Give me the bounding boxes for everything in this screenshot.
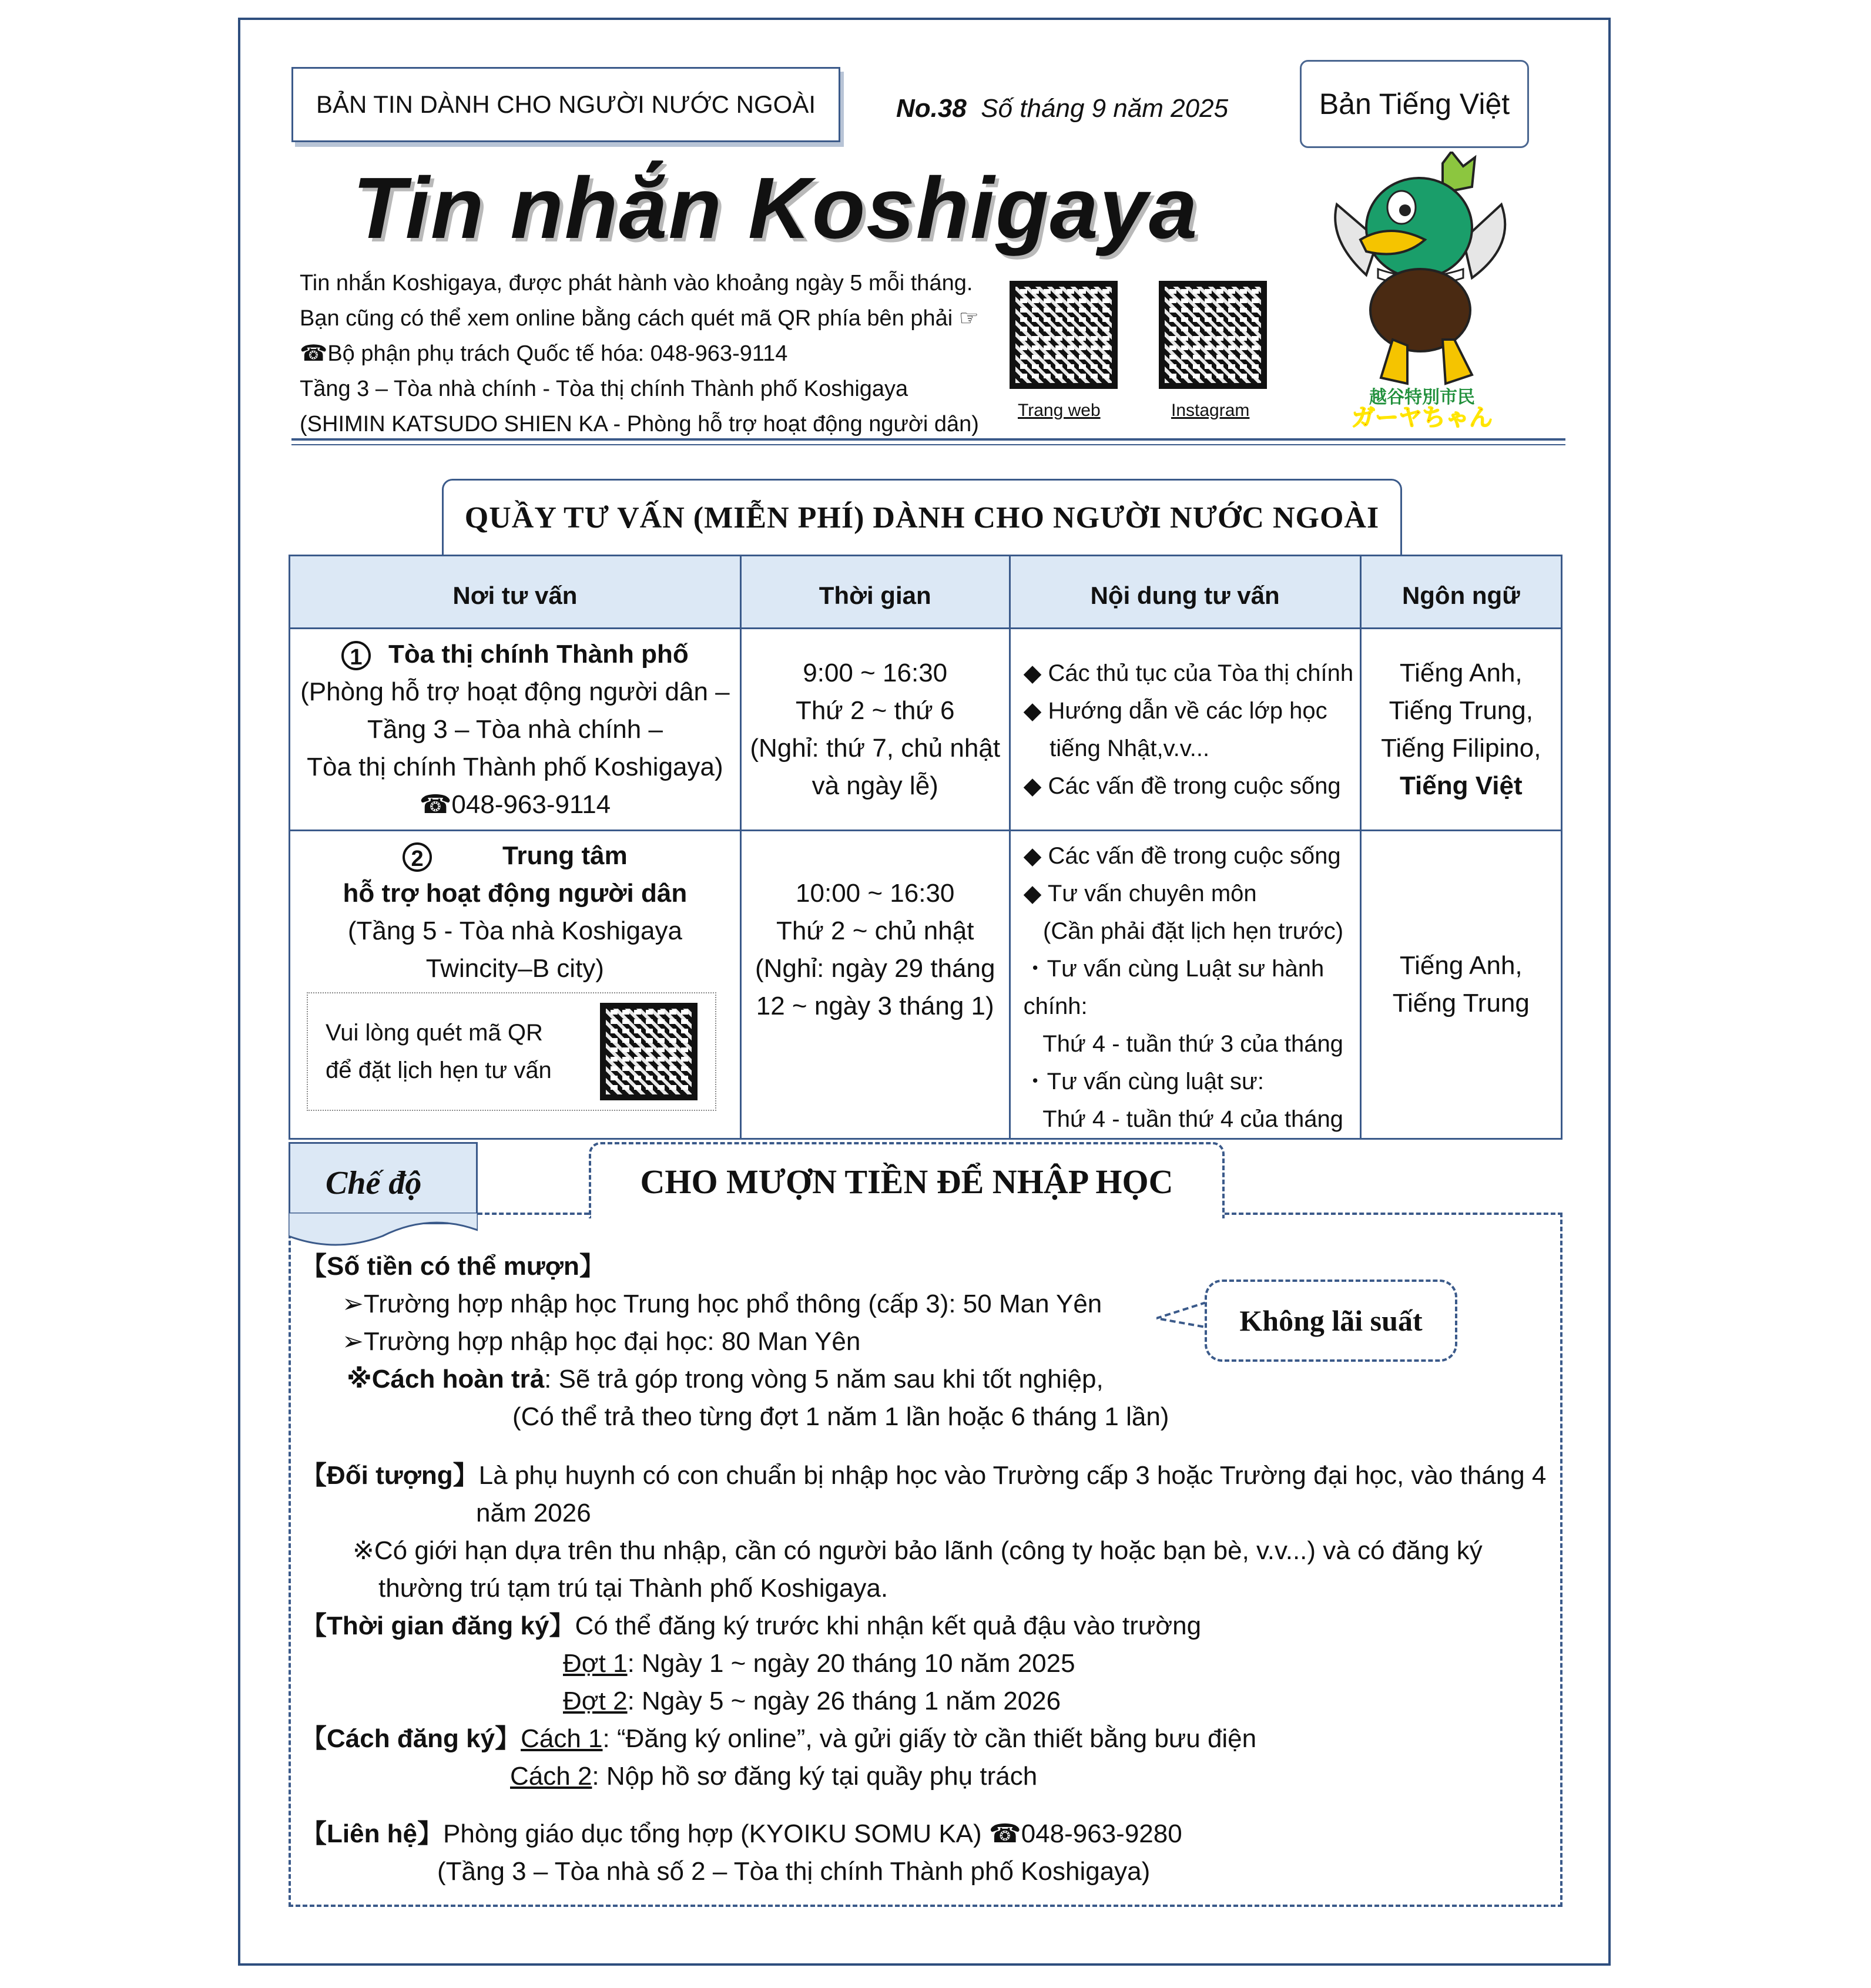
column-header: Ngôn ngữ [1360,556,1561,629]
qr-instruction-line: Vui lòng quét mã QR [326,1020,543,1046]
table-row [290,831,1562,1139]
qr-code-booking[interactable] [600,1003,698,1100]
place-phone: ☎048-963-9114 [419,790,611,819]
loan-title-text: CHO MƯỢN TIỀN ĐỂ NHẬP HỌC [640,1162,1173,1201]
mascot-caption-bottom: ガーヤちゃん [1352,404,1493,428]
period-text: Có thể đăng ký trước khi nhận kết quả đậu vào trường [575,1611,1202,1640]
contact-line [301,1815,1553,1853]
contact-text-2: (Tầng 3 – Tòa nhà số 2 – Tòa thị chính Thành phố Koshigaya) [437,1857,1151,1886]
loan-box-top-border [478,1213,589,1215]
loan-category-label: Chế độ [326,1165,422,1201]
period-2-text: : Ngày 5 ~ ngày 26 tháng 1 năm 2026 [627,1687,1061,1715]
language-line: Tiếng Filipino, [1381,733,1541,763]
mascot-caption-top: 越谷特別市民 [1369,387,1475,408]
content-cell [1010,831,1360,1139]
qr-instagram-label[interactable]: Instagram [1171,401,1250,420]
amount-heading: 【Số tiền có thể mượn】 [301,1252,605,1281]
repayment-label: ※Cách hoàn trả [347,1365,545,1393]
language-line: Tiếng Anh, [1399,658,1523,687]
time-line: (Nghỉ: ngày 29 tháng [755,954,995,983]
language-cell [1360,629,1561,831]
consultation-title [442,479,1402,555]
qr-instruction-line: để đặt lịch hẹn tư vấn [326,1057,552,1083]
loan-box-top-border [1225,1213,1562,1215]
content-line: Thứ 4 - tuần thứ 4 của tháng [1023,1106,1343,1132]
target-label: 【Đối tượng】 [301,1461,479,1490]
content-line: ◆ Hướng dẫn về các lớp học [1023,697,1327,724]
no-interest-text: Không lãi suất [1239,1304,1423,1337]
edition-label: Bản Tiếng Việt [1319,88,1510,120]
mascot-duck-icon [1325,152,1519,428]
method-1-label: Cách 1 [521,1724,603,1753]
amount-line: ➢Trường hợp nhập học Trung học phổ thông (cấp 3): 50 Man Yên [342,1289,1102,1318]
repayment-note: (Có thể trả theo từng đợt 1 năm 1 lần hoặc 6 tháng 1 lần) [512,1402,1169,1431]
content-line: ・Tư vấn cùng Luật sư hành chính: [1023,956,1325,1019]
loan-title [589,1142,1225,1218]
content-line: ◆ Các vấn đề trong cuộc sống [1023,773,1341,799]
time-cell [740,629,1010,831]
time-line: (Nghỉ: thứ 7, chủ nhật [750,733,1001,763]
method-2 [301,1758,1553,1795]
period-1-text: : Ngày 1 ~ ngày 20 tháng 10 năm 2025 [627,1649,1075,1678]
time-line: 9:00 ~ 16:30 [803,658,948,687]
qr-website-label[interactable]: Trang web [1018,401,1101,420]
method-label: 【Cách đăng ký】 [301,1724,521,1753]
period-line [301,1607,1553,1645]
method-line [301,1720,1553,1758]
content-cell [1010,629,1360,831]
place-line: Tầng 3 – Tòa nhà chính – [367,714,663,744]
language-line: Tiếng Trung [1392,989,1530,1017]
content-line: ◆ Tư vấn chuyên môn [1023,881,1257,906]
issue-info [896,94,1228,123]
issue-number: No.38 [896,94,967,123]
target-note: ※Có giới hạn dựa trên thu nhập, cần có người bảo lãnh (công ty hoặc bạn bè, v.v...) và có đăng ký [353,1536,1483,1565]
time-line: 10:00 ~ 16:30 [796,879,955,908]
content-line: ◆ Các thủ tục của Tòa thị chính [1023,660,1354,686]
time-line: và ngày lễ) [812,771,938,800]
consultation-table [289,555,1562,1140]
period-1 [301,1645,1553,1683]
booking-qr-box [307,992,716,1111]
intro-line: (SHIMIN KATSUDO SHIEN KA - Phòng hỗ trợ hoạt động người dân) [300,412,979,436]
bulletin-label [291,67,840,142]
loan-details [301,1248,1553,1890]
column-header: Nơi tư vấn [290,556,741,629]
column-header: Nội dung tư vấn [1010,556,1360,629]
number-badge: 2 [403,842,432,872]
table-row [290,629,1562,831]
content-line: ◆ Các vấn đề trong cuộc sống [1023,843,1341,869]
intro-text [300,266,979,442]
issue-date: Số tháng 9 năm 2025 [981,94,1229,123]
period-label: 【Thời gian đăng ký】 [301,1611,575,1640]
loan-category-tab [289,1142,478,1224]
edition-scroll [1300,60,1529,148]
time-line: Thứ 2 ~ thứ 6 [795,696,955,725]
bulletin-label-text: BẢN TIN DÀNH CHO NGƯỜI NƯỚC NGOÀI [316,90,816,118]
place-cell [290,831,741,1139]
target-line [301,1457,1553,1495]
language-line: Tiếng Trung, [1389,696,1533,725]
intro-line: Tầng 3 – Tòa nhà chính - Tòa thị chính Thành phố Koshigaya [300,377,908,401]
content-line: (Cần phải đặt lịch hẹn trước) [1023,918,1344,944]
method-2-label: Cách 2 [510,1762,592,1791]
consultation-title-text: QUẦY TƯ VẤN (MIỄN PHÍ) DÀNH CHO NGƯỜI NƯỚC NGOÀI [464,501,1380,535]
place-cell [290,629,741,831]
tab-wave-decoration [289,1213,478,1248]
intro-line: Tin nhắn Koshigaya, được phát hành vào khoảng ngày 5 mỗi tháng. [300,271,973,295]
content-line: Thứ 4 - tuần thứ 3 của tháng [1023,1031,1343,1057]
content-line: tiếng Nhật,v.v... [1023,735,1210,761]
header-divider [291,438,1565,441]
intro-line: ☎Bộ phận phụ trách Quốc tế hóa: 048-963-9114 [300,341,788,366]
method-2-text: : Nộp hồ sơ đăng ký tại quầy phụ trách [592,1762,1038,1791]
qr-code-instagram[interactable] [1159,281,1267,389]
header-divider-thin [291,444,1565,445]
intro-line: Bạn cũng có thể xem online bằng cách quét mã QR phía bên phải ☞ [300,306,979,331]
repayment-line [301,1361,1553,1398]
amount-line: ➢Trường hợp nhập học đại học: 80 Man Yên [342,1327,861,1356]
time-cell [740,831,1010,1139]
qr-code-website[interactable] [1010,281,1118,389]
time-line: 12 ~ ngày 3 tháng 1) [756,992,994,1020]
target-text-2: năm 2026 [476,1499,591,1527]
repayment-text: : Sẽ trả góp trong vòng 5 năm sau khi tốt nghiệp, [544,1365,1104,1393]
place-line: (Tầng 5 - Tòa nhà Koshigaya [347,916,682,945]
place-title: Tòa thị chính Thành phố [388,639,689,669]
newsletter-title: Tin nhắn Koshigaya [353,160,1199,257]
content-line: ・Tư vấn cùng luật sư: [1023,1069,1264,1094]
contact-label: 【Liên hệ】 [301,1819,444,1848]
place-title-2: hỗ trợ hoạt động người dân [343,879,688,908]
place-line: (Phòng hỗ trợ hoạt động người dân – [300,677,730,706]
place-line: Tòa thị chính Thành phố Koshigaya) [307,752,723,781]
table-header-row [290,556,1562,629]
period-2 [301,1683,1553,1720]
time-line: Thứ 2 ~ chủ nhật [776,916,974,945]
method-1-text: : “Đăng ký online”, và gửi giấy tờ cần thiết bằng bưu điện [602,1724,1257,1753]
period-1-label: Đợt 1 [563,1649,628,1678]
column-header: Thời gian [740,556,1010,629]
place-title: Trung tâm [502,841,628,870]
language-cell [1360,831,1561,1139]
language-line: Tiếng Anh, [1399,951,1523,980]
contact-text: Phòng giáo dục tổng hợp (KYOIKU SOMU KA) ☎048-963-9280 [443,1819,1182,1848]
target-note-2: thường trú tạm trú tại Thành phố Koshigaya. [378,1574,888,1603]
place-line: Twincity–B city) [425,954,604,983]
target-text: Là phụ huynh có con chuẩn bị nhập học vào Trường cấp 3 hoặc Trường đại học, vào tháng 4 [478,1461,1547,1490]
period-2-label: Đợt 2 [563,1687,628,1715]
language-line-bold: Tiếng Việt [1399,771,1523,800]
number-badge: 1 [341,641,371,670]
